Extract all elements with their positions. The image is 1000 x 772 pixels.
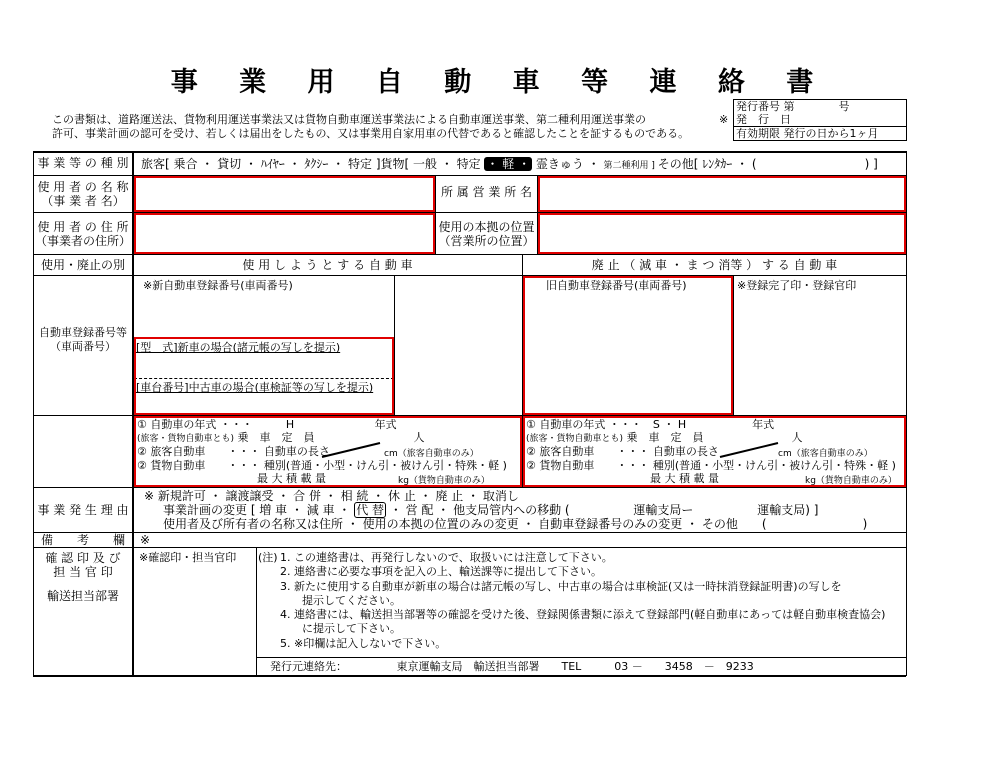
issuer-contact: 発行元連絡先： 東京運輸支局 輸送担当部署 TEL 03 － 3458 － 9233 bbox=[270, 660, 754, 673]
reason-label: 事 業 発 生 理 由 bbox=[37, 503, 129, 517]
selected-light-vehicle: ・ 軽 ・ bbox=[486, 157, 531, 171]
left-passenger-length: ② 旅客自動車 ・・・ 自動車の長さ bbox=[137, 445, 330, 458]
left-max-load: 最 大 積 載 量 bbox=[257, 472, 326, 485]
intro-line-1: この書類は、道路運送法、貨物利用運送事業法又は貨物自動車運送事業法による自動車運送事業、第二種利用運送事業の bbox=[52, 113, 646, 126]
left-cargo-type: ② 貨物自動車 ・・・ 種別(普通・小型・けん引・被けん引・特殊・軽 ) bbox=[137, 459, 507, 472]
use-abolish-label: 使用・廃止の別 bbox=[40, 258, 125, 272]
registration-stamp-label: ※登録完了印・登録官印 bbox=[737, 279, 857, 292]
issue-date: 発 行 日 bbox=[736, 113, 791, 126]
base-location-label: 使用の本拠の位置 （営業所の位置） bbox=[438, 220, 535, 248]
new-registration-number-label: ※新自動車登録番号(車両番号) bbox=[143, 279, 293, 292]
right-slash-line bbox=[718, 440, 788, 460]
model-label: [型 式]新車の場合(諸元帳の写しを提示) bbox=[136, 341, 341, 354]
left-cm-note: cm（旅客自動車のみ） bbox=[384, 449, 479, 459]
right-max-load: 最 大 積 載 量 bbox=[650, 472, 719, 485]
reason-line-1[interactable]: ※ 新規許可 ・ 譲渡譲受 ・ 合 併 ・ 相 続 ・ 休 止 ・ 廃 止 ・ 取消し bbox=[144, 489, 519, 503]
issue-validity: 有効期限 発行の日から1ヶ月 bbox=[734, 126, 906, 140]
note-item: 1. この連絡書は、再発行しないので、取扱いには注意して下さい。 bbox=[280, 551, 613, 564]
left-kg-note: kg（貨物自動車のみ） bbox=[398, 476, 490, 486]
issue-info-box bbox=[733, 99, 907, 141]
note-item: に提示して下さい。 bbox=[280, 622, 401, 636]
document-title: 事 業 用 自 動 車 等 連 絡 書 bbox=[170, 67, 830, 98]
right-vehicle-year: ① 自動車の年式 ・・・ S ・ H 年式 bbox=[526, 418, 775, 431]
remarks-field[interactable]: ※ bbox=[140, 533, 151, 547]
left-capacity: (旅客・貨物自動車とも) 乗 車 定 員 人 bbox=[137, 431, 425, 444]
business-type-options[interactable]: 旅客[ 乗合 ・ 貸切 ・ ﾊｲﾔｰ ・ ﾀｸｼｰ ・ 特定 ]貨物[ 一般 ・ 特定 ・ 軽 ・ 霊きゅう ・ 第二種利用 ] その他[ ﾚﾝﾀｶｰ ・ ( ) ] bbox=[141, 157, 878, 171]
intro-line-2: 許可、事業計画の認可を受け、若しくは届出をしたもの、又は事業用自家用車の代替であると確認したことを証するものである。 bbox=[52, 127, 690, 140]
user-address-field[interactable] bbox=[136, 215, 433, 252]
user-name-label: 使 用 者 の 名 称 （事 業 者 名） bbox=[37, 180, 129, 208]
note-item: 5. ※印欄は記入しないで下さい。 bbox=[280, 636, 447, 650]
right-capacity: (旅客・貨物自動車とも) 乗 車 定 員 人 bbox=[526, 431, 803, 444]
confirm-label: 確 認 印 及 び 担 当 官 印 輸送担当部署 bbox=[45, 551, 121, 603]
reason-line-3[interactable]: 使用者及び所有者の名称又は住所 ・ 使用の本拠の位置のみの変更 ・ 自動車登録番号のみの変更 ・ その他 ( ) bbox=[163, 517, 868, 531]
left-vehicle-year: ① 自動車の年式 ・・・ H 年式 bbox=[137, 418, 397, 431]
use-vehicle-header: 使 用 し よ う と す る 自 動 車 bbox=[242, 258, 413, 272]
user-name-field[interactable] bbox=[136, 178, 433, 210]
note-item: 3. 新たに使用する自動車が新車の場合は諸元帳の写し、中古車の場合は車検証(又は一時抹消登録証明書)の写しを bbox=[280, 579, 842, 593]
business-type-label: 事 業 等 の 種 別 bbox=[37, 156, 129, 170]
confirm-stamp-label: ※確認印・担当官印 bbox=[139, 551, 237, 564]
note-item: 4. 連絡書には、輸送担当部署等の確認を受けた後、登録関係書類に添えて登録部門(軽自動車にあっては軽自動車検査協会) bbox=[280, 608, 886, 622]
office-name-label: 所 属 営 業 所 名 bbox=[440, 185, 533, 199]
registration-label: 自動車登録番号等 （車両番号） bbox=[39, 326, 127, 353]
notes-list bbox=[280, 551, 885, 651]
issue-number: 発行番号 第 号 bbox=[736, 100, 850, 113]
note-item: 提示してください。 bbox=[280, 593, 401, 607]
notes-prefix: (注) bbox=[258, 551, 278, 564]
office-name-field[interactable] bbox=[540, 178, 904, 210]
abolish-vehicle-header: 廃 止 （ 減 車 ・ ま つ 消等 ） す る 自 動 車 bbox=[591, 258, 838, 272]
remarks-label: 備 考 欄 bbox=[40, 533, 125, 547]
right-kg-note: kg（貨物自動車のみ） bbox=[805, 476, 897, 486]
note-item: 2. 連絡書に必要な事項を記入の上、輸送課等に提出して下さい。 bbox=[280, 565, 602, 579]
chassis-number-label: [車台番号]中古車の場合(車検証等の写しを提示) bbox=[136, 381, 374, 394]
old-registration-number-label: 旧自動車登録番号(車両番号) bbox=[546, 279, 687, 292]
reason-line-2[interactable]: 事業計画の変更 [ 増 車 ・ 減 車 ・ 代 替 ・ 営 配 ・ 他支局管内への移動 ( 運輸支局ー 運輸支局) ] bbox=[163, 503, 819, 517]
left-slash-line bbox=[320, 440, 390, 460]
user-address-label: 使 用 者 の 住 所 （事業者の住所） bbox=[34, 220, 131, 248]
right-passenger-length: ② 旅客自動車 ・・・ 自動車の長さ bbox=[526, 445, 719, 458]
right-cargo-type: ② 貨物自動車 ・・・ 種別(普通・小型・けん引・被けん引・特殊・軽 ) bbox=[526, 459, 896, 472]
base-location-field[interactable] bbox=[540, 215, 904, 252]
selected-replacement: 代 替 bbox=[356, 503, 385, 517]
right-cm-note: cm（旅客自動車のみ） bbox=[778, 449, 873, 459]
intro-asterisk: ※ bbox=[719, 113, 729, 126]
intro-text bbox=[52, 113, 689, 141]
